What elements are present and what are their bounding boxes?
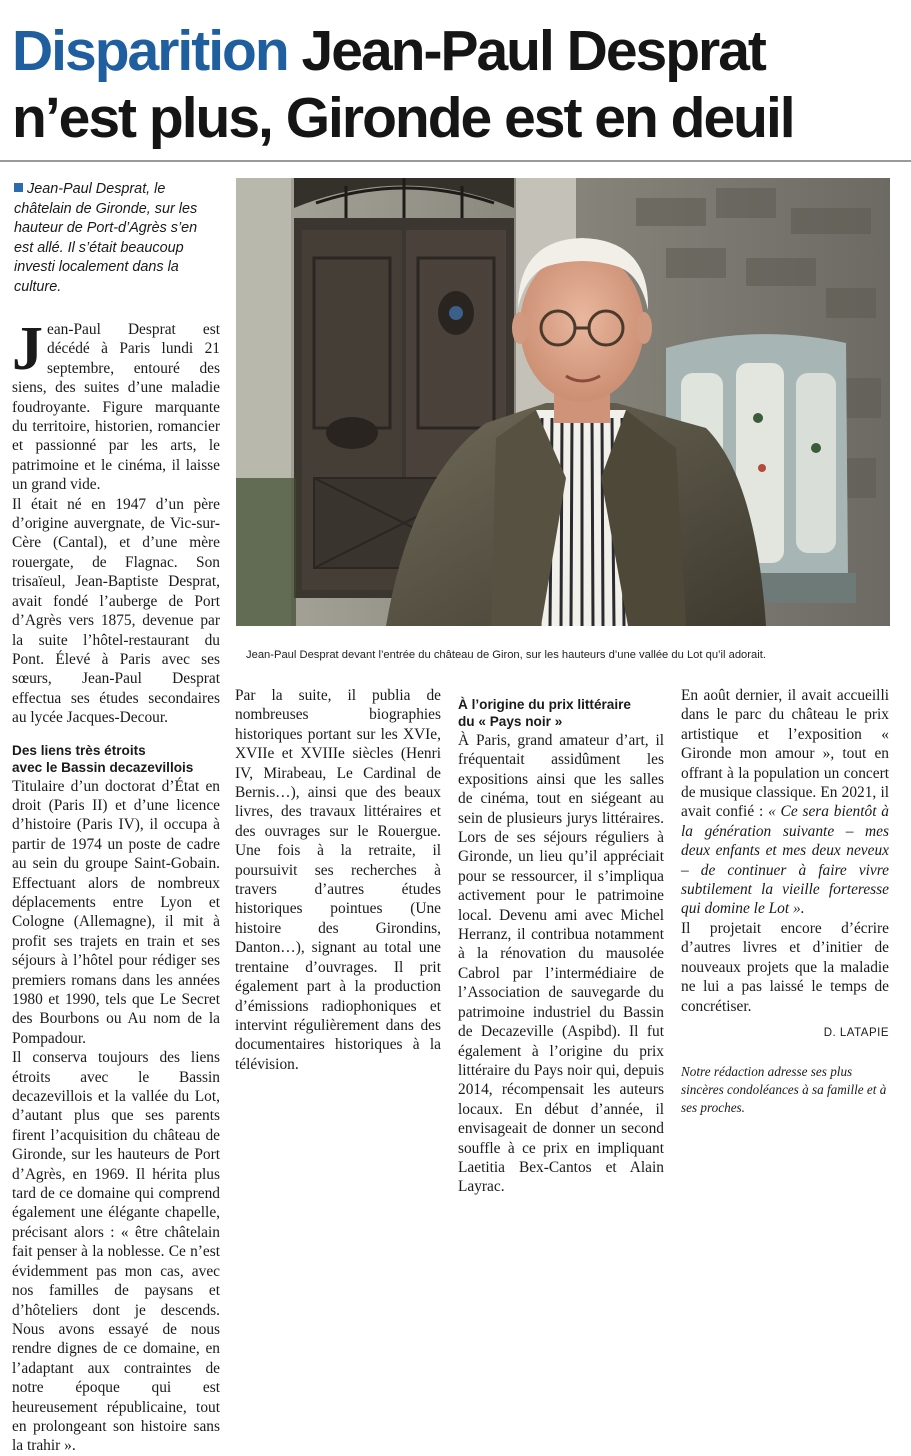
paragraph-publications: Par la suite, il publia de nombreuses biographies historiques portant sur les XVIe, XVIIe et XVIIIe siècles (Henri IV, Mirabeau, Le Cardinal de Bernis…), ainsi que des beaux livres, des travaux littéraires et des ouvrages sur le Rouergue. Une fois à la retraite, il poursuivit ses recherches à travers d’autres études historiques pointues (Une histoire des Girondins, Danton…), signant au total une trentaine d’ouvrages. Il prit également part à la production d’émissions radiophoniques et intervint régulièrement dans des documentaires historiques à la télévision. xyxy=(235,687,441,1073)
subheading-liens-line1: Des liens très étroits xyxy=(12,742,146,758)
headline-title-line1: Jean-Paul Desprat xyxy=(301,19,765,83)
headline-rule xyxy=(0,160,911,162)
condolences-note: Notre rédaction adresse ses plus sincères condoléances à sa famille et à ses proches. xyxy=(681,1064,887,1116)
author-signature: D. LATAPIE xyxy=(823,1026,889,1039)
dropcap: J xyxy=(12,315,43,383)
article-column-3 xyxy=(458,686,664,1197)
paragraph-career: Titulaire d’un doctorat d’État en droit (Paris II) et d’une licence d’histoire (Paris IV), il occupa à partir de 1974 un poste de cadre au sein du groupe Saint-Gobain. Effectuant alors de nombreux déplacements entre Lyon et Cologne (Allemagne), il mit à profit ses trajets en train et ses séjours à l’hôtel pour rédiger ses premiers romans dans les années 1980 et 1990, tels que Le Secret des Bourbons ou Au nom de la Pompadour. xyxy=(12,777,220,1047)
subheading-liens xyxy=(12,742,220,776)
article-column-1 xyxy=(12,315,220,1456)
photo-illustration xyxy=(236,178,890,626)
subheading-prix xyxy=(458,696,664,730)
article-column-2 xyxy=(235,686,441,1074)
headline-title-line2: n’est plus, Gironde est en deuil xyxy=(12,86,794,150)
subheading-prix-line2: du « Pays noir » xyxy=(458,714,563,729)
paragraph-intro xyxy=(12,315,220,495)
paragraph-projects: Il projetait encore d’écrire d’autres livres et d’initier de nouveaux projets que la maladie ne lui a pas laissé le temps de concrétiser. xyxy=(681,919,889,1015)
chapo-text: Jean-Paul Desprat, le châtelain de Gironde, sur les hauteur de Port-d’Agrès s’en est allé. Il s’était beaucoup investi localement dans la culture. xyxy=(14,181,198,295)
article-photo xyxy=(236,178,890,626)
chapo xyxy=(14,180,214,297)
chapo-square-icon xyxy=(14,183,23,192)
paragraph-exposition-text: En août dernier, il avait accueilli dans le parc du château le prix artistique et l’exposition « Gironde mon amour », tout en offrant à la population un concert de musique classique. En 2021, il avait confié : xyxy=(681,687,889,821)
photo-caption: Jean-Paul Desprat devant l’entrée du château de Giron, sur les hauteurs d’une vallée du Lot qu’il adorait. xyxy=(246,649,766,661)
paragraph-origins: Il était né en 1947 d’un père d’origine auvergnate, de Vic-sur-Cère (Cantal), et d’une mère rouergate, de Flagnac. Son trisaïeul, Jean-Baptiste Desprat, avait fondé l’auberge de Port d’Agrès vers 1875, devenue par la suite l’hôtel-restaurant du Pont. Élevé à Paris avec ses sœurs, Jean-Paul Desprat effectua ses études secondaires au lycée Jacques-Decour. xyxy=(12,495,220,727)
subheading-liens-line2: avec le Bassin decazevillois xyxy=(12,759,194,775)
subheading-prix-line1: À l’origine du prix littéraire xyxy=(458,697,631,712)
headline xyxy=(12,18,902,152)
paragraph-intro-text: ean-Paul Desprat est décédé à Paris lundi 21 septembre, entouré des siens, des suites d’une maladie foudroyante. Figure marquante du territoire, historien, romancier et passionné par les arts, le patrimoine et le cinéma, il laisse un grand vide. xyxy=(12,321,220,494)
article-column-4 xyxy=(681,686,889,1117)
quote: « Ce sera bientôt à la génération suivante – mes deux enfants et mes deux neveux – de continuer à faire vivre subtilement la vieille forteresse qui domine le Lot ». xyxy=(681,803,889,918)
paragraph-chateau: Il conserva toujours des liens étroits avec le Bassin decazevillois et la vallée du Lot, d’autant plus que ses parents firent l’acquisition du château de Gironde, sur les hauteurs de Port d’Agrès, en 1969. Il hérita plus tard de ce domaine qui comprend également une élégante chapelle, précisant alors : « être châtelain fait penser à la noblesse. Ce n’est évidemment pas mon cas, avec nos familles de paysans et d’hôteliers dont je descends. Nous avons essayé de nous rendre dignes de ce domaine, en l’adaptant aux contraintes de notre époque qui est heureusement républicaine, tout en prolongeant son histoire sans la trahir ». xyxy=(12,1049,220,1455)
paragraph-exposition xyxy=(681,686,889,919)
headline-kicker: Disparition xyxy=(12,19,288,83)
paragraph-prix: À Paris, grand amateur d’art, il fréquentait assidûment les expositions ainsi que les salles de cinéma, tout en siégeant au sein de plusieurs jurys littéraires. Lors de ses séjours réguliers à Gironde, un lieu qu’il appréciait pour se ressourcer, il s’impliqua activement pour le patrimoine local. Devenu ami avec Michel Herranz, il contribua notamment à la rénovation du mausolée Cabrol par l’intermédiaire de l’Association de sauvegarde du patrimoine industriel du Bassin de Decazeville (Aspibd). Il fut également à l’origine du prix littéraire du Pays noir qui, depuis 2014, récompensait les auteurs locaux. En début d’année, il envisageait de donner un second souffle à ce prix en impliquant Laetitia Bex-Cantos et Alain Layrac. xyxy=(458,732,664,1196)
